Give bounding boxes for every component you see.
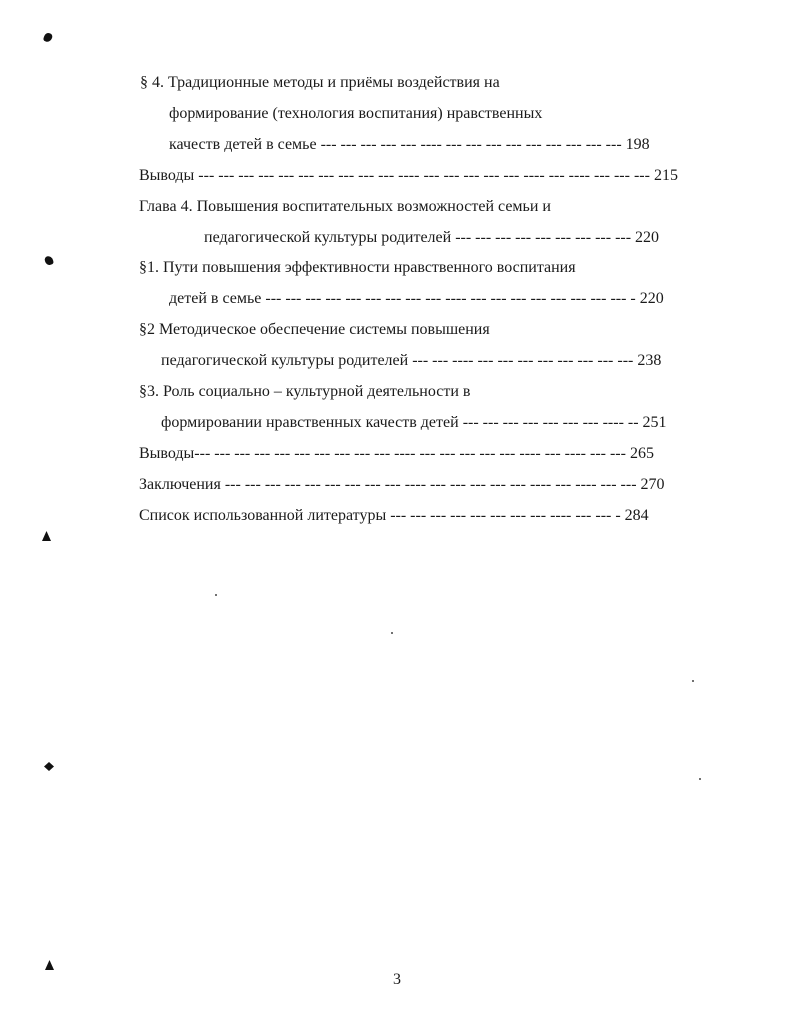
toc-entry-section-4-2-title-end: педагогической культуры родителей --- --- ---- --- --- --- --- --- --- --- --- 238 [161, 352, 662, 369]
toc-entry-section-4-3-title-end: формировании нравственных качеств детей --- --- --- --- --- --- --- ---- -- 251 [161, 414, 667, 431]
toc-entry-conclusion: Заключения --- --- --- --- --- --- --- --- --- ---- --- --- --- --- --- ---- --- ---- --- --- 270 [139, 476, 665, 493]
page-number: 3 [393, 971, 401, 988]
scan-artifact-mark [43, 32, 54, 43]
toc-entry-section-4-1-title-end: детей в семье --- --- --- --- --- --- --- --- --- ---- --- --- --- --- --- --- --- --- - 220 [169, 290, 664, 307]
toc-entry-chapter-4-title: Глава 4. Повышения воспитательных возможностей семьи и [139, 198, 551, 215]
toc-entry-section-4-1-title: §1. Пути повышения эффективности нравственного воспитания [139, 259, 576, 276]
toc-entry-chapter-4-title-end: педагогической культуры родителей --- --- --- --- --- --- --- --- --- 220 [204, 229, 660, 246]
scan-speck [215, 594, 217, 596]
toc-entry-conclusions-4: Выводы--- --- --- --- --- --- --- --- --- --- ---- --- --- --- --- --- ---- --- ---- --- --- 265 [139, 445, 654, 462]
scan-artifact-mark [44, 255, 54, 266]
toc-entry-bibliography: Список использованной литературы --- --- --- --- --- --- --- --- ---- --- --- - 284 [139, 507, 649, 524]
scan-artifact-mark [42, 531, 51, 541]
toc-entry-section-4-2-title: §2 Методическое обеспечение системы повышения [139, 321, 490, 338]
scan-speck [391, 632, 393, 634]
scan-artifact-mark [45, 960, 54, 970]
toc-entry-section-4-title-end: качеств детей в семье --- --- --- --- --- ---- --- --- --- --- --- --- --- --- --- 198 [169, 136, 650, 153]
toc-entry-section-4-3-title: §3. Роль социально – культурной деятельности в [139, 383, 471, 400]
toc-entry-conclusions-3: Выводы --- --- --- --- --- --- --- --- --- --- ---- --- --- --- --- --- ---- --- ---- --- --- --- 215 [139, 167, 678, 184]
toc-entry-section-4-title-cont: формирование (технология воспитания) нравственных [169, 105, 543, 122]
scan-speck [699, 778, 701, 780]
scan-artifact-mark [44, 762, 54, 771]
scan-speck [692, 680, 694, 682]
toc-entry-section-4-title: § 4. Традиционные методы и приёмы воздействия на [140, 74, 500, 91]
